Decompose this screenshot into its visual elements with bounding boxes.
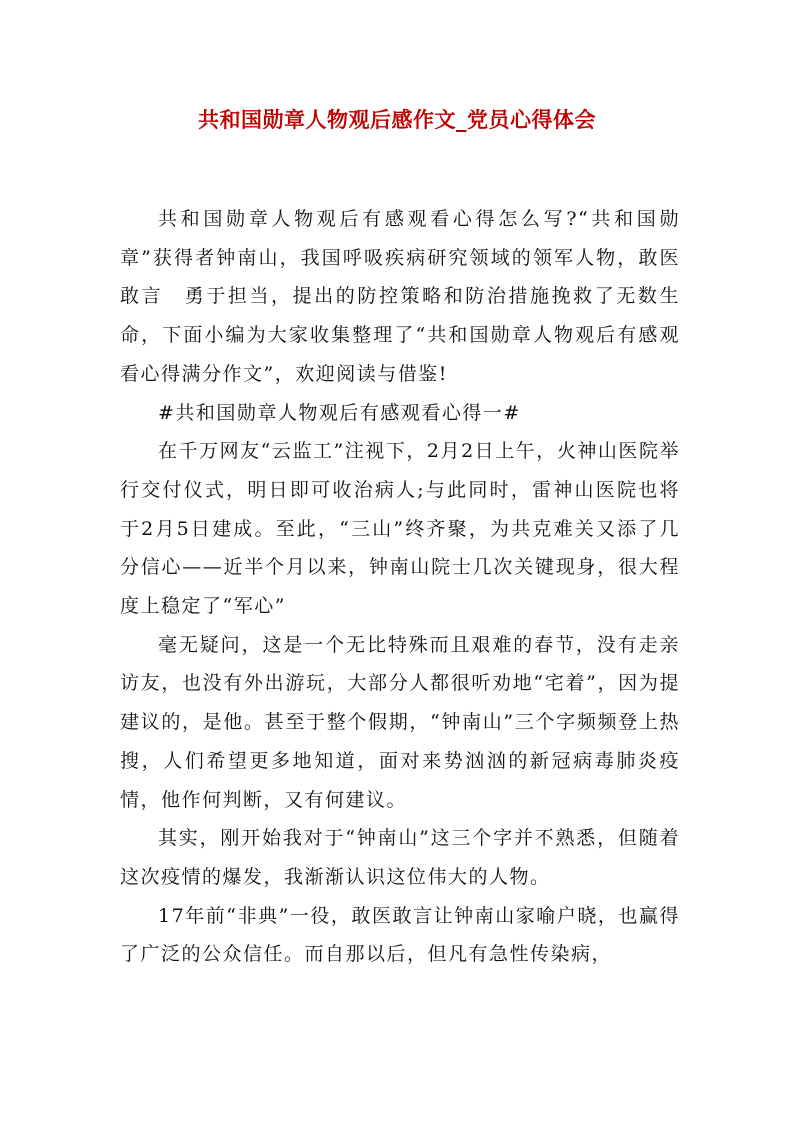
document-title: 共和国勋章人物观后感作文_党员心得体会: [198, 107, 596, 132]
paragraph-get-to-know: 其实，刚开始我对于“钟南山”这三个字并不熟悉，但随着这次疫情的爆发，我渐渐认识这位伟大的人物。: [120, 827, 680, 888]
paragraph-section-heading: #共和国勋章人物观后有感观看心得一#: [158, 401, 521, 424]
paragraph-intro: 共和国勋章人物观后有感观看心得怎么写?“共和国勋章”获得者钟南山，我国呼吸疾病研究领域的领军人物，敢医敢言 勇于担当，提出的防控策略和防治措施挽救了无数生命，下面小编为大家收集整理了“共和国勋章人物观后有感观看心得满分作文”，欢迎阅读与借鉴!: [120, 208, 680, 385]
paragraph-huoshenshan: 在千万网友“云监工”注视下，2月2日上午，火神山医院举行交付仪式，明日即可收治病人;与此同时，雷神山医院也将于2月5日建成。至此，“三山”终齐聚，为共克难关又添了几分信心——近半个月以来，钟南山院士几次关键现身，很大程度上稳定了“军心”: [120, 440, 680, 618]
paragraph-sars: 17年前“非典”一役，敢医敢言让钟南山家喻户晓，也赢得了广泛的公众信任。而自那以后，但凡有急性传染病，: [120, 904, 680, 966]
document-body: [120, 200, 680, 974]
paragraph-spring-festival: 毫无疑问，这是一个无比特殊而且艰难的春节，没有走亲访友，也没有外出游玩，大部分人都很听劝地“宅着”，因为提建议的，是他。甚至于整个假期，“钟南山”三个字频频登上热搜，人们希望更多地知道，面对来势汹汹的新冠病毒肺炎疫情，他作何判断，又有何建议。: [120, 633, 680, 811]
